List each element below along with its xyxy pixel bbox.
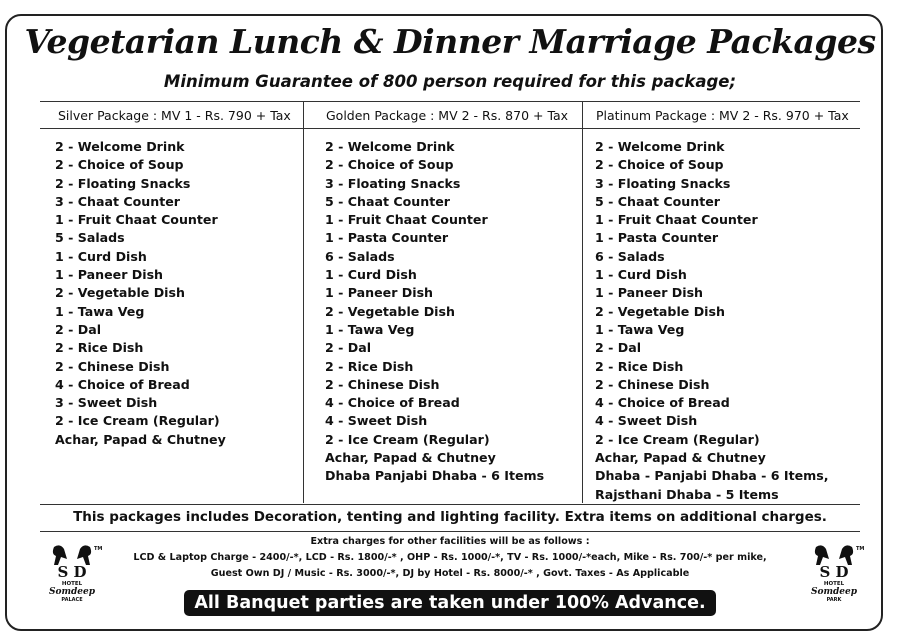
package-item: 4 - Choice of Bread bbox=[325, 395, 460, 411]
package-item: Achar, Papad & Chutney bbox=[55, 431, 226, 447]
package-item: 1 - Pasta Counter bbox=[325, 230, 449, 246]
package-item: Achar, Papad & Chutney bbox=[325, 450, 496, 466]
somdeep-park-logo bbox=[798, 543, 870, 613]
package-item: Rajsthani Dhaba - 5 Items bbox=[595, 486, 779, 502]
package-item: 5 - Chaat Counter bbox=[595, 193, 720, 209]
package-item: 2 - Chinese Dish bbox=[595, 376, 710, 392]
svg-text:TM: TM bbox=[94, 546, 103, 552]
logo-brand-name: Somdeep bbox=[810, 587, 858, 597]
silver-package-items bbox=[55, 138, 226, 449]
package-item: 2 - Dal bbox=[595, 340, 642, 356]
package-item: 2 - Vegetable Dish bbox=[595, 303, 725, 319]
package-item: 2 - Dal bbox=[325, 340, 372, 356]
column-divider-1 bbox=[303, 101, 304, 503]
package-item: 1 - Fruit Chaat Counter bbox=[595, 212, 758, 228]
svg-text:S D: S D bbox=[819, 563, 849, 581]
package-item: 3 - Chaat Counter bbox=[55, 193, 180, 209]
package-item: Achar, Papad & Chutney bbox=[595, 450, 766, 466]
package-item: 4 - Sweet Dish bbox=[595, 413, 698, 429]
package-item: 1 - Tawa Veg bbox=[55, 303, 145, 319]
package-item: 2 - Rice Dish bbox=[55, 340, 144, 356]
package-item: 1 - Paneer Dish bbox=[325, 285, 434, 301]
package-item: 2 - Ice Cream (Regular) bbox=[55, 413, 220, 429]
package-item: 4 - Sweet Dish bbox=[325, 413, 428, 429]
logo-branch-name: PARK bbox=[826, 597, 842, 603]
package-item: 6 - Salads bbox=[595, 248, 665, 264]
package-item: 4 - Choice of Bread bbox=[55, 376, 190, 392]
package-item: Dhaba Panjabi Dhaba - 6 Items bbox=[325, 468, 545, 484]
package-item: 2 - Choice of Soup bbox=[55, 157, 184, 173]
golden-package-items bbox=[325, 138, 544, 486]
logo-hotel-label: HOTEL bbox=[61, 581, 83, 587]
package-item: 2 - Vegetable Dish bbox=[55, 285, 185, 301]
package-item: 2 - Choice of Soup bbox=[595, 157, 724, 173]
golden-package-header: Golden Package : MV 2 - Rs. 870 + Tax bbox=[326, 108, 569, 123]
package-item: 2 - Welcome Drink bbox=[325, 139, 455, 154]
svg-text:TM: TM bbox=[856, 546, 865, 552]
somdeep-palace-logo bbox=[36, 543, 108, 613]
package-item: 1 - Fruit Chaat Counter bbox=[55, 212, 218, 228]
package-item: 2 - Choice of Soup bbox=[325, 157, 454, 173]
extra-charges-heading: Extra charges for other facilities will be as follows : bbox=[310, 536, 590, 547]
package-item: 2 - Ice Cream (Regular) bbox=[325, 431, 490, 447]
package-item: 2 - Chinese Dish bbox=[325, 376, 440, 392]
package-item: 1 - Tawa Veg bbox=[325, 321, 415, 337]
header-divider bbox=[40, 128, 860, 129]
package-item: 4 - Choice of Bread bbox=[595, 395, 730, 411]
column-divider-2 bbox=[582, 101, 583, 503]
package-item: 1 - Pasta Counter bbox=[595, 230, 719, 246]
horse-monogram-icon bbox=[46, 543, 103, 581]
page-title: Vegetarian Lunch & Dinner Marriage Packages bbox=[24, 22, 876, 61]
package-item: 2 - Dal bbox=[55, 321, 102, 337]
note-divider bbox=[40, 531, 860, 532]
horse-monogram-icon bbox=[808, 543, 865, 581]
package-item: 1 - Paneer Dish bbox=[595, 285, 704, 301]
package-item: 2 - Vegetable Dish bbox=[325, 303, 455, 319]
package-item: 3 - Floating Snacks bbox=[325, 175, 461, 191]
package-item: 1 - Paneer Dish bbox=[55, 267, 164, 283]
extra-charges-line-2: Guest Own DJ / Music - Rs. 3000/-*, DJ by Hotel - Rs. 8000/-* , Govt. Taxes - As Applicable bbox=[210, 568, 690, 579]
package-item: 1 - Curd Dish bbox=[55, 248, 147, 264]
package-item: 3 - Sweet Dish bbox=[55, 395, 158, 411]
inclusion-note: This packages includes Decoration, tenting and lighting facility. Extra items on additional charges. bbox=[73, 509, 827, 525]
package-item: 1 - Fruit Chaat Counter bbox=[325, 212, 488, 228]
package-item: Dhaba - Panjabi Dhaba - 6 Items, bbox=[595, 468, 829, 484]
package-item: 2 - Floating Snacks bbox=[55, 175, 191, 191]
package-item: 6 - Salads bbox=[325, 248, 395, 264]
logo-hotel-label: HOTEL bbox=[823, 581, 845, 587]
advance-payment-banner: All Banquet parties are taken under 100% Advance. bbox=[184, 590, 716, 616]
silver-package-header: Silver Package : MV 1 - Rs. 790 + Tax bbox=[58, 108, 291, 123]
package-item: 2 - Welcome Drink bbox=[55, 139, 185, 154]
package-item: 2 - Rice Dish bbox=[325, 358, 414, 374]
package-item: 2 - Chinese Dish bbox=[55, 358, 170, 374]
package-item: 1 - Curd Dish bbox=[325, 267, 417, 283]
minimum-guarantee-note: Minimum Guarantee of 800 person required for this package; bbox=[163, 72, 737, 91]
package-item: 1 - Curd Dish bbox=[595, 267, 687, 283]
package-item: 2 - Rice Dish bbox=[595, 358, 684, 374]
platinum-package-header: Platinum Package : MV 2 - Rs. 970 + Tax bbox=[596, 108, 849, 123]
package-item: 1 - Tawa Veg bbox=[595, 321, 685, 337]
package-item: 5 - Salads bbox=[55, 230, 125, 246]
svg-text:S D: S D bbox=[57, 563, 87, 581]
extra-charges-line-1: LCD & Laptop Charge - 2400/-*, LCD - Rs. 1800/-* , OHP - Rs. 1000/-*, TV - Rs. 1000/-*each, Mike - Rs. 700/-* per mike, bbox=[133, 552, 767, 563]
package-item: 5 - Chaat Counter bbox=[325, 193, 450, 209]
package-item: 2 - Ice Cream (Regular) bbox=[595, 431, 760, 447]
package-item: 2 - Welcome Drink bbox=[595, 139, 725, 154]
logo-branch-name: PALACE bbox=[61, 597, 83, 603]
package-item: 3 - Floating Snacks bbox=[595, 175, 731, 191]
platinum-package-items bbox=[595, 138, 829, 504]
logo-brand-name: Somdeep bbox=[48, 587, 96, 597]
